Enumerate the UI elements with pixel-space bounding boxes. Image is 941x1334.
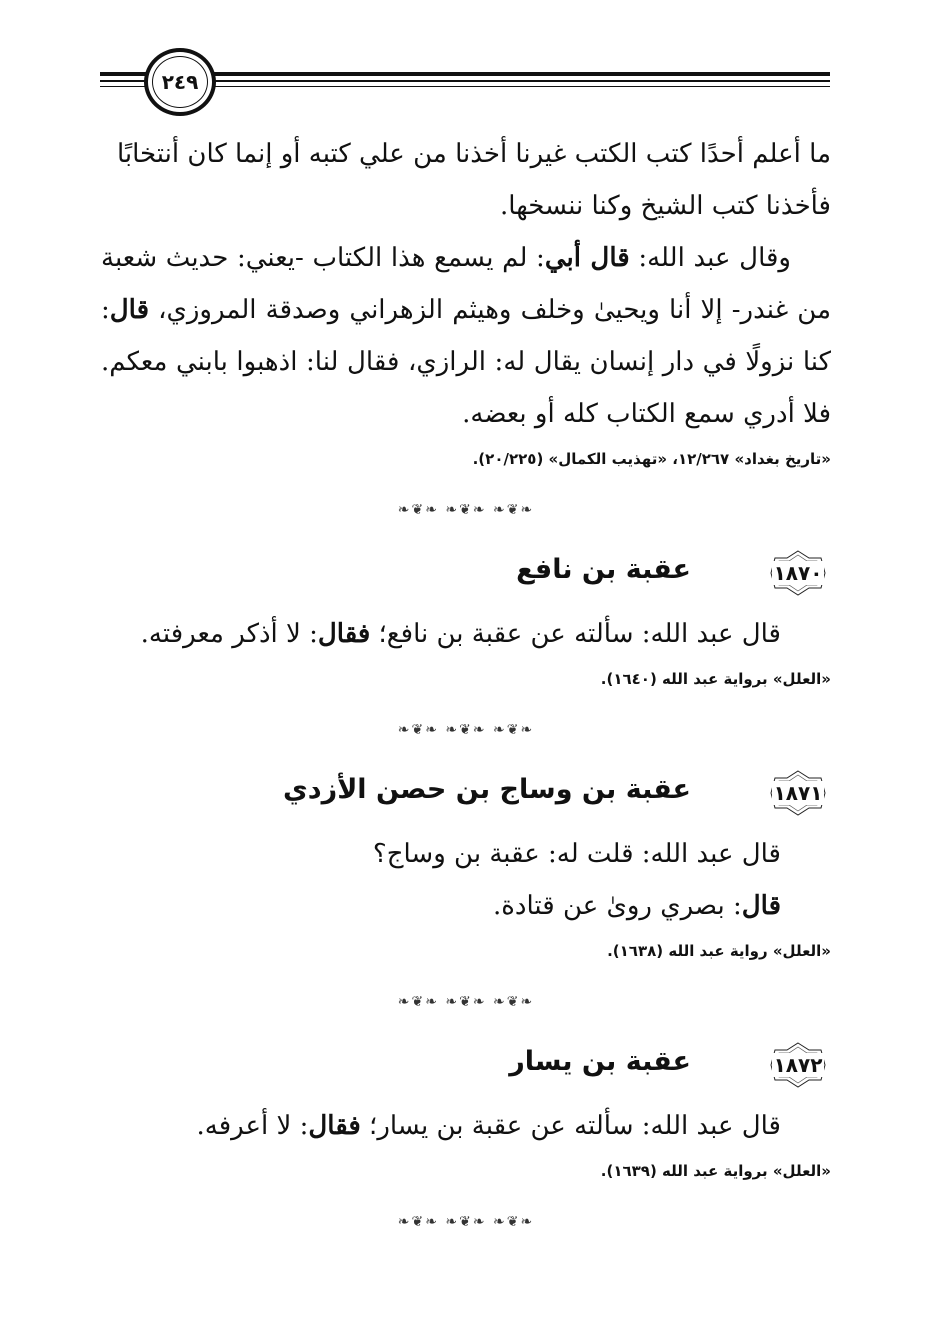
entry-title: عقبة بن وساج بن حصن الأزدي xyxy=(283,774,691,805)
entry-line xyxy=(101,828,781,880)
continuation-paragraph xyxy=(101,232,831,440)
entry-number-medallion xyxy=(765,1042,831,1088)
entry-reference: «العلل» رواية عبد الله (١٦٣٨). xyxy=(607,942,831,960)
page-number-badge xyxy=(144,48,216,116)
entry-number-medallion xyxy=(765,770,831,816)
entry-number: ١٨٧١ xyxy=(773,781,823,805)
entry-bold: فقال xyxy=(308,1111,361,1141)
paragraph-text-2: : كنا نزولًا في دار إنسان يقال له: الرازي، فقال لنا: اذهبوا بابني معكم. فلا أدري سمع الكتاب كله أو بعضه. xyxy=(101,295,831,429)
entry-title: عقبة بن نافع xyxy=(516,554,691,585)
entry-bold: قال xyxy=(741,891,781,921)
entry-line xyxy=(101,880,781,932)
entry-1872 xyxy=(101,1038,831,1186)
entry-number: ١٨٧٢ xyxy=(773,1053,823,1077)
paragraph-bold-speaker: قال أبي xyxy=(544,243,630,273)
entry-text: قال عبد الله: سألته عن عقبة بن نافع؛ xyxy=(370,619,781,649)
entry-header xyxy=(101,1038,831,1100)
page-header xyxy=(100,42,830,112)
entry-reference: «العلل» برواية عبد الله (١٦٤٠). xyxy=(600,670,831,688)
entry-1870 xyxy=(101,546,831,694)
entry-body xyxy=(101,1100,831,1152)
entry-body xyxy=(101,828,831,932)
section-divider: ❧❦❧ ❧❦❧ ❧❦❧ xyxy=(397,994,535,1010)
entry-line xyxy=(101,608,781,660)
section-divider: ❧❦❧ ❧❦❧ ❧❦❧ xyxy=(397,1214,535,1230)
entry-text: قال عبد الله: قلت له: عقبة بن وساج؟ xyxy=(372,839,781,869)
continuation-line-2: فأخذنا كتب الشيخ وكنا ننسخها. xyxy=(500,191,831,221)
entry-line xyxy=(101,1100,781,1152)
entry-reference: «العلل» برواية عبد الله (١٦٣٩). xyxy=(600,1162,831,1180)
page-content xyxy=(101,128,831,1258)
entry-header xyxy=(101,546,831,608)
entry-body xyxy=(101,608,831,660)
entry-title: عقبة بن يسار xyxy=(509,1046,691,1077)
continuation-reference: «تاريخ بغداد» ١٢/٢٦٧، «تهذيب الكمال» (٢٠/٢٢٥). xyxy=(472,450,831,468)
paragraph-bold-said: قال xyxy=(109,295,150,325)
paragraph-lead: وقال عبد الله: xyxy=(629,243,791,273)
continuation-line-1: ما أعلم أحدًا كتب الكتب غيرنا أخذنا من علي كتبه أو إنما كان أنتخابًا xyxy=(116,139,831,169)
entry-text: : لا أعرفه. xyxy=(196,1111,309,1141)
entry-number: ١٨٧٠ xyxy=(773,561,823,585)
page-number: ٢٤٩ xyxy=(161,70,199,94)
entry-bold: فقال xyxy=(317,619,371,649)
entry-text: : بصري روىٰ عن قتادة. xyxy=(493,891,742,921)
entry-text: : لا أذكر معرفته. xyxy=(140,619,318,649)
section-divider: ❧❦❧ ❧❦❧ ❧❦❧ xyxy=(397,502,535,518)
section-divider: ❧❦❧ ❧❦❧ ❧❦❧ xyxy=(397,722,535,738)
page-number-badge-ring xyxy=(152,56,208,108)
paragraph-text-1: : لم يسمع هذا الكتاب -يعني: حديث شعبة من غندر- إلا أنا ويحيىٰ وخلف وهيثم الزهراني وصدقة المروزي، xyxy=(101,243,831,325)
entry-header xyxy=(101,766,831,828)
entry-1871 xyxy=(101,766,831,966)
entry-number-medallion xyxy=(765,550,831,596)
entry-text: قال عبد الله: سألته عن عقبة بن يسار؛ xyxy=(360,1111,781,1141)
